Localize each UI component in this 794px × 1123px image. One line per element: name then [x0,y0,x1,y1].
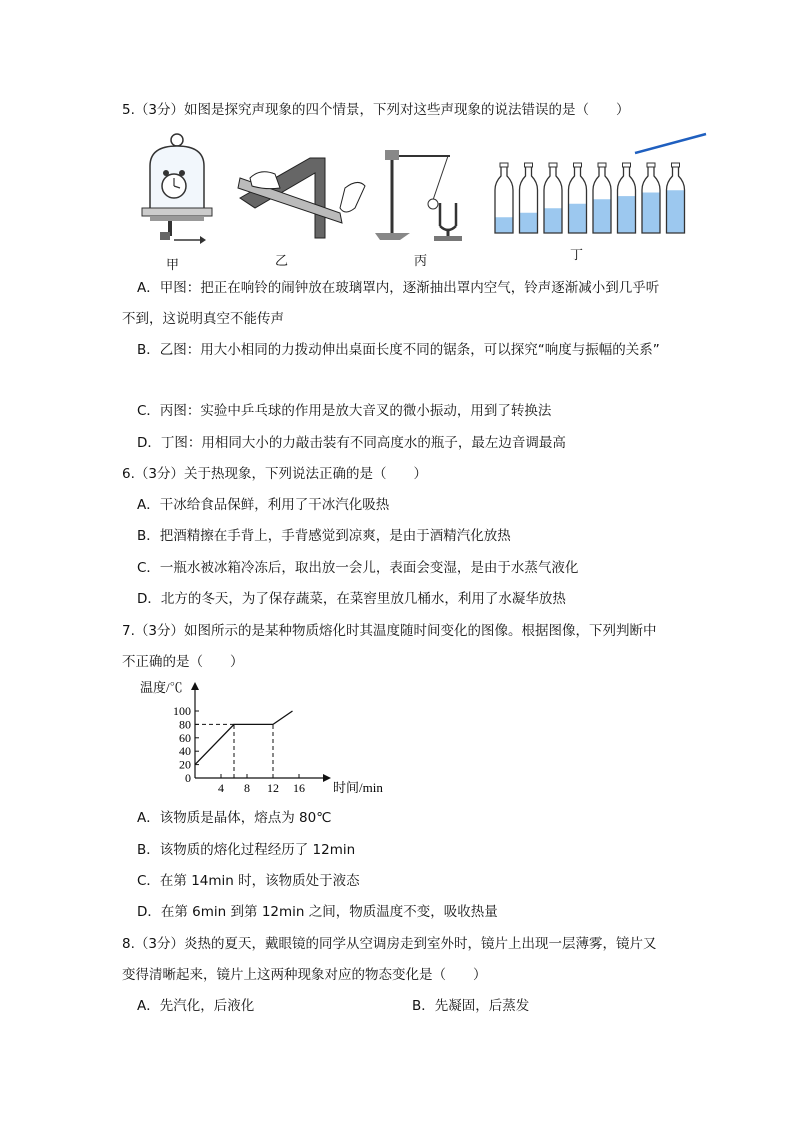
q7-stem-line2: 不正确的是（ ） [122,654,244,670]
x-tick-label: 12 [267,781,279,795]
bottle [544,163,562,233]
y-tick-label: 60 [179,730,191,745]
q5-label-jia: 甲 [166,258,180,273]
q7-option-b: B．该物质的熔化过程经历了 12min [137,842,356,858]
q5-label-ding: 丁 [570,248,584,263]
bottle [618,163,636,233]
mallet-stick [635,134,706,153]
y-tick-label: 20 [179,757,191,772]
q5-label-yi: 乙 [275,254,289,269]
bottle [642,163,660,233]
bell-jar-illustration [142,134,212,244]
q7-option-c: C．在第 14min 时，该物质处于液态 [137,873,360,889]
bottle [495,163,513,233]
bottle [569,163,587,233]
bottle [593,163,611,233]
q5-option-a-line1: A．甲图：把正在响铃的闹钟放在玻璃罩内，逐渐抽出罩内空气，铃声逐渐减小到几乎听 [137,280,660,296]
y-tick-label: 0 [185,771,191,785]
q5-option-b: B．乙图：用大小相同的力拨动伸出桌面长度不同的锯条，可以探究“响度与振幅的关系” [137,342,660,358]
x-tick-label: 16 [293,781,305,795]
series-line [195,711,293,765]
x-tick-label: 4 [218,781,224,795]
tuning-fork-illustration [375,150,462,241]
q5-stem: 5.（3分）如图是探究声现象的四个情景，下列对这些声现象的说法错误的是（ ） [122,102,630,118]
q6-option-b: B．把酒精擦在手背上，手背感觉到凉爽，是由于酒精汽化放热 [137,528,511,544]
bottle [520,163,538,233]
q5-option-a-line2: 不到，这说明真空不能传声 [122,311,284,327]
q8-stem-line2: 变得清晰起来，镜片上这两种现象对应的物态变化是（ ） [122,967,487,983]
q8-option-b: B．先凝固，后蒸发 [412,998,530,1014]
bottle [667,163,685,233]
x-axis-arrow [323,774,331,782]
q6-option-a: A．干冰给食品保鲜，利用了干冰汽化吸热 [137,497,390,513]
q5-option-d: D．丁图：用相同大小的力敲击装有不同高度水的瓶子，最左边音调最高 [137,435,566,451]
q8-option-a: A．先汽化，后液化 [137,998,255,1014]
q5-figure [130,128,720,268]
q7-option-d: D．在第 6min 到第 12min 之间，物质温度不变，吸收热量 [137,904,498,920]
y-tick-label: 40 [179,744,191,759]
y-axis-label: 温度/℃ [140,680,183,695]
q7-stem-line1: 7.（3分）如图所示的是某种物质熔化时其温度随时间变化的图像。根据图像，下列判断中 [122,623,657,639]
bottles-illustration [495,163,685,233]
q6-option-c: C．一瓶水被冰箱冷冻后，取出放一会儿，表面会变湿，是由于水蒸气液化 [137,560,579,576]
y-tick-label: 100 [173,704,191,718]
q8-stem-line1: 8.（3分）炎热的夏天，戴眼镜的同学从空调房走到室外时，镜片上出现一层薄雾，镜片又 [122,936,657,952]
q6-stem: 6.（3分）关于热现象，下列说法正确的是（ ） [122,466,427,482]
q5-label-bing: 丙 [414,254,428,269]
y-tick-label: 80 [179,717,191,732]
q5-option-c: C．丙图：实验中乒乓球的作用是放大音叉的微小振动，用到了转换法 [137,403,552,419]
saw-blade-illustration [238,158,365,238]
x-axis-label: 时间/min [333,780,383,795]
y-axis-arrow [191,682,199,690]
x-tick-label: 8 [244,781,250,795]
q6-option-d: D．北方的冬天，为了保存蔬菜，在菜窖里放几桶水，利用了水凝华放热 [137,591,566,607]
q7-option-a: A．该物质是晶体，熔点为 80℃ [137,810,332,826]
melting-chart [140,680,410,800]
